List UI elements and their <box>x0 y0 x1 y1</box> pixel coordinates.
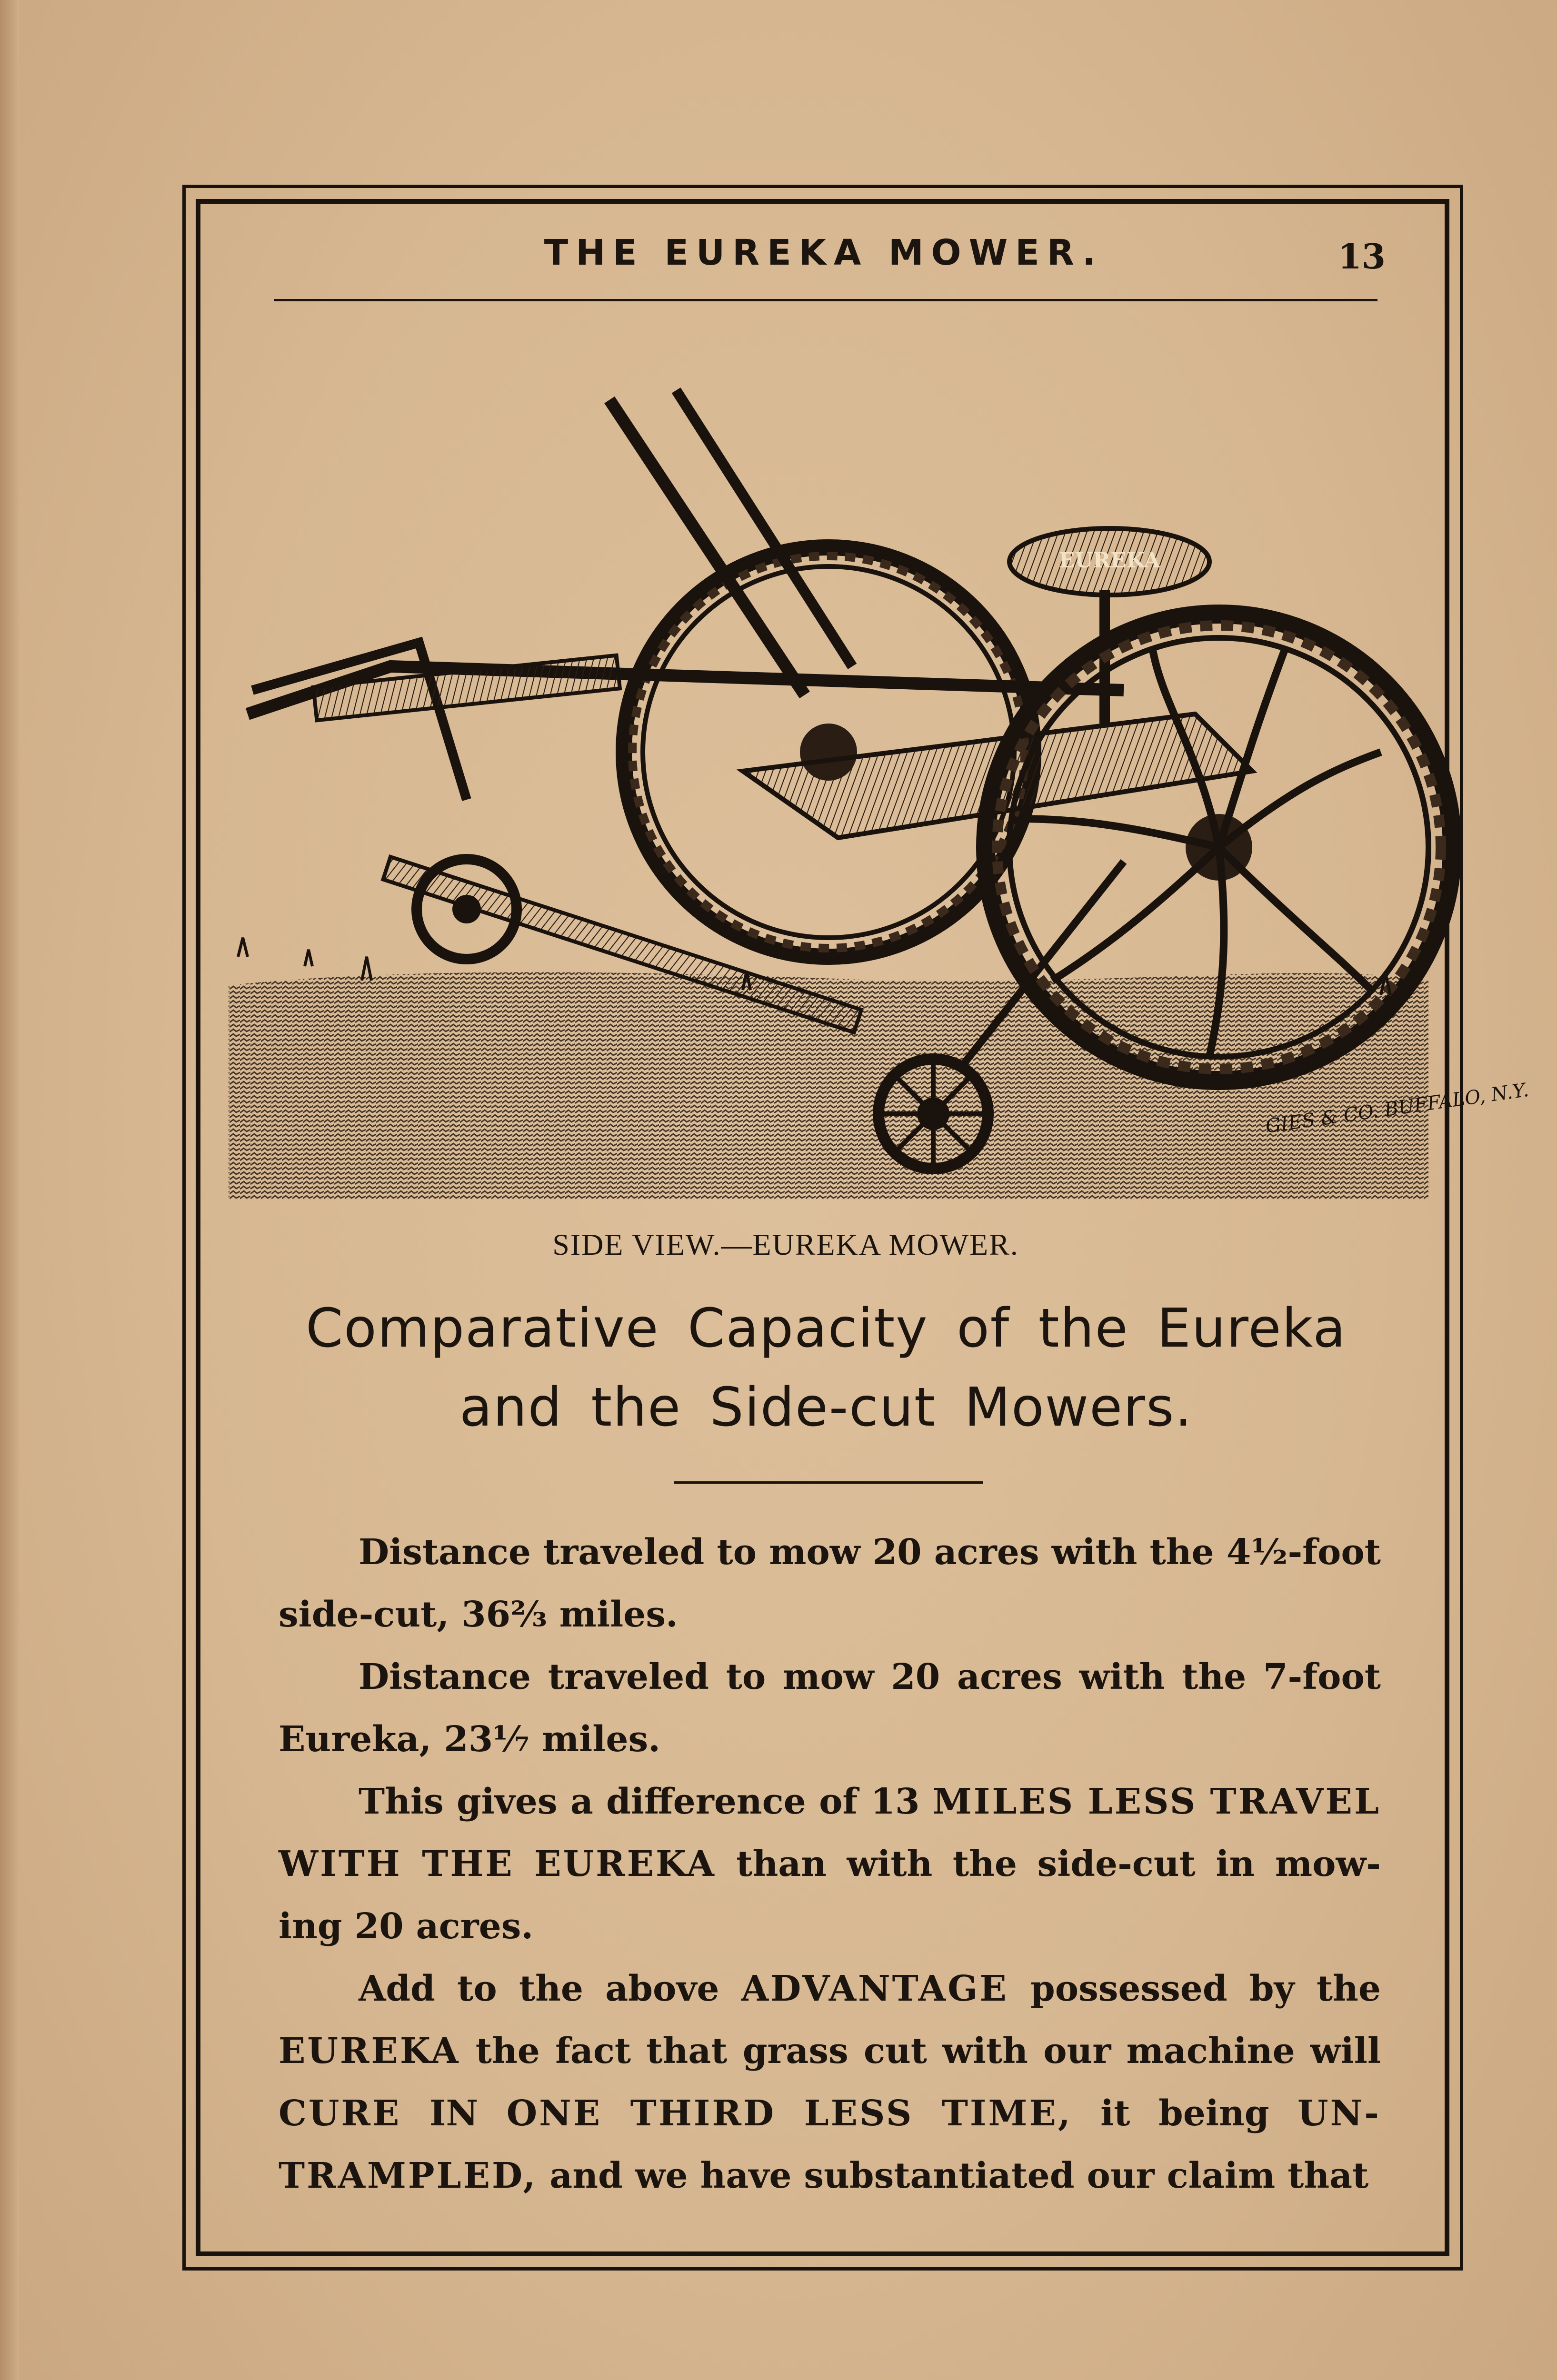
body-text <box>279 1521 1381 2207</box>
body-word: grass <box>742 2031 848 2072</box>
body-word: with <box>942 2031 1028 2072</box>
body-word: TRAVEL <box>1210 1781 1381 1822</box>
body-word: difference <box>606 1781 806 1822</box>
figure-caption: SIDE VIEW.—EUREKA MOWER. <box>552 1228 1019 1261</box>
body-word: EUREKA <box>534 1844 716 1884</box>
body-word: it <box>1100 2093 1130 2134</box>
body-word: the <box>1316 1968 1381 2009</box>
body-word: 20 <box>872 1532 922 1573</box>
body-word: EUREKA <box>279 2031 460 2072</box>
body-line <box>279 1708 1381 1771</box>
body-word: possessed <box>1030 1968 1228 2009</box>
page-gutter-shadow <box>0 0 19 2380</box>
body-word: cut <box>863 2031 927 2072</box>
body-word: miles. <box>559 1594 678 1635</box>
page-number: 13 <box>1337 236 1386 277</box>
section-rule <box>674 1481 983 1484</box>
body-word: a <box>570 1781 593 1822</box>
body-word: to <box>717 1532 757 1573</box>
body-word: LESS <box>804 2093 914 2134</box>
mower-illustration <box>219 362 1530 1209</box>
body-word: UN- <box>1298 2093 1381 2134</box>
body-word: LESS <box>1088 1781 1198 1822</box>
body-word: with <box>1051 1532 1138 1573</box>
body-word: the <box>519 1968 584 2009</box>
body-word: have <box>700 2155 792 2196</box>
body-word: above <box>605 1968 719 2009</box>
body-word: miles. <box>541 1719 660 1760</box>
body-word: Add <box>359 1968 435 2009</box>
body-word: to <box>457 1968 497 2009</box>
title-line-2: and the Side-cut Mowers. <box>459 1377 1193 1438</box>
body-line <box>279 1895 1381 1958</box>
body-word: with <box>847 1844 933 1884</box>
body-word: that <box>646 2031 728 2072</box>
body-word: being <box>1158 2093 1269 2134</box>
body-word: our <box>1087 2155 1155 2196</box>
body-word: acres <box>957 1656 1062 1697</box>
body-word: and <box>549 2155 623 2196</box>
body-word: 36⅔ <box>461 1594 547 1635</box>
body-line <box>279 2020 1381 2082</box>
running-head: THE EUREKA MOWER. <box>544 232 1104 273</box>
body-line <box>279 1833 1381 1895</box>
body-word: TIME, <box>941 2093 1072 2134</box>
body-line <box>279 2145 1381 2207</box>
body-line <box>279 1958 1381 2020</box>
body-word: acres. <box>416 1906 534 1947</box>
body-word: This <box>359 1781 444 1822</box>
body-word: our <box>1043 2031 1111 2072</box>
body-word: 20 <box>891 1656 940 1697</box>
body-word: CURE <box>279 2093 401 2134</box>
body-word: side-cut <box>1037 1844 1196 1884</box>
body-word: traveled <box>543 1532 705 1573</box>
body-word: that <box>1288 2155 1369 2196</box>
section-title <box>267 1289 1386 1447</box>
body-line <box>279 1771 1381 1833</box>
body-word: the <box>1149 1532 1214 1573</box>
svg-text:EUREKA: EUREKA <box>1058 548 1160 573</box>
body-word: 13 <box>870 1781 920 1822</box>
body-word: of <box>819 1781 858 1822</box>
body-word: than <box>736 1844 827 1884</box>
body-word: will <box>1310 2031 1381 2072</box>
body-line <box>279 1521 1381 1584</box>
body-word: side-cut, <box>279 1594 449 1635</box>
body-word: 23⅐ <box>444 1719 529 1760</box>
body-word: with <box>1079 1656 1165 1697</box>
body-word: 7-foot <box>1263 1656 1381 1697</box>
body-word: in <box>1216 1844 1255 1884</box>
tail-wheel <box>878 1059 988 1169</box>
body-word: mow <box>783 1656 874 1697</box>
body-word: fact <box>555 2031 631 2072</box>
body-word: MILES <box>932 1781 1075 1822</box>
header-rule <box>274 299 1377 301</box>
body-word: TRAMPLED, <box>279 2155 538 2196</box>
body-word: Distance <box>359 1656 531 1697</box>
body-word: Distance <box>359 1532 531 1573</box>
body-word: substantiated <box>804 2155 1075 2196</box>
body-word: ing <box>279 1906 342 1947</box>
body-word: by <box>1249 1968 1295 2009</box>
body-word: IN <box>429 2093 479 2134</box>
body-word: the <box>475 2031 540 2072</box>
main-wheel <box>986 614 1452 1081</box>
body-word: 20 <box>354 1906 404 1947</box>
body-word: WITH <box>279 1844 402 1884</box>
body-word: we <box>635 2155 688 2196</box>
body-word: THE <box>422 1844 514 1884</box>
body-line <box>279 2082 1381 2145</box>
body-word: the <box>1182 1656 1247 1697</box>
body-word: machine <box>1126 2031 1295 2072</box>
body-line <box>279 1584 1381 1646</box>
body-word: claim <box>1167 2155 1276 2196</box>
body-line <box>279 1646 1381 1708</box>
body-word: the <box>952 1844 1017 1884</box>
body-word: 4½-foot <box>1226 1532 1381 1573</box>
body-word: ONE <box>506 2093 602 2134</box>
body-word: mow- <box>1275 1844 1381 1884</box>
body-word: THIRD <box>630 2093 776 2134</box>
body-word: traveled <box>548 1656 709 1697</box>
body-word: Eureka, <box>279 1719 432 1760</box>
title-line-1: Comparative Capacity of the Eureka <box>306 1298 1347 1359</box>
body-word: mow <box>769 1532 860 1573</box>
svg-text:GIES & CO. BUFFALO, N.Y.: GIES & CO. BUFFALO, N.Y. <box>1264 1079 1530 1138</box>
body-word: to <box>726 1656 766 1697</box>
body-word: acres <box>934 1532 1039 1573</box>
body-word: ADVANTAGE <box>741 1968 1008 2009</box>
body-word: gives <box>456 1781 558 1822</box>
